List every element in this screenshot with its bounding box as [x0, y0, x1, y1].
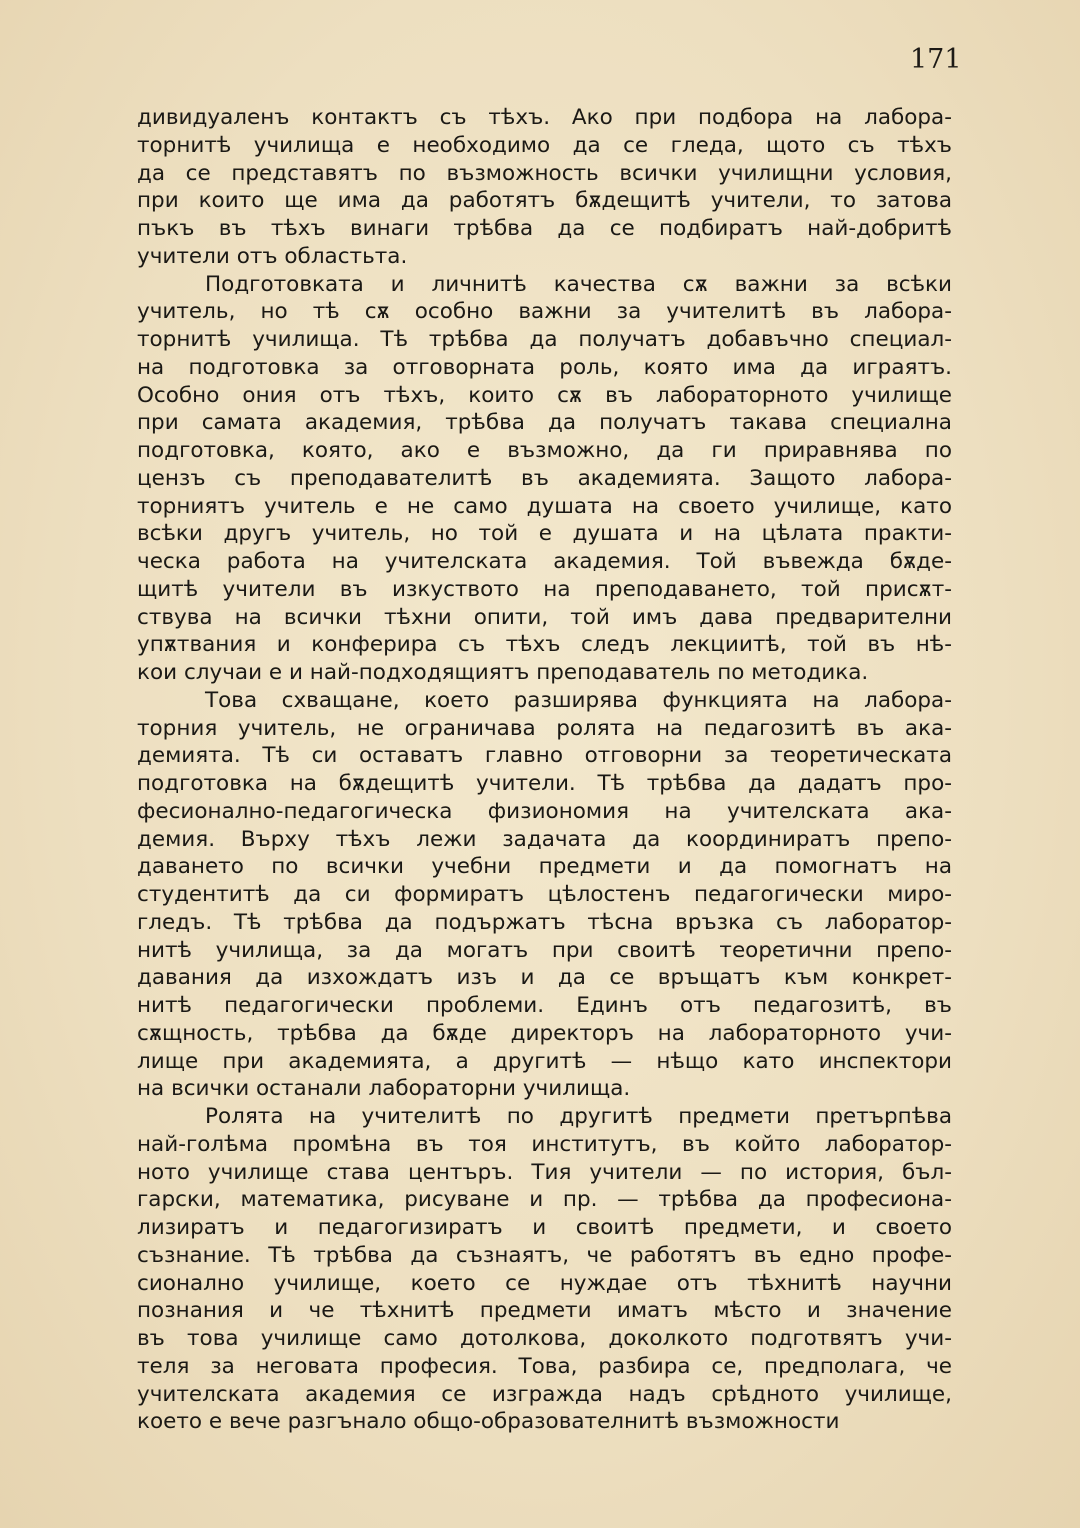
text-line: фесионално-педагогическа физиономия на учителската ака- [137, 798, 952, 824]
text-line: упѫтвания и конферира съ тѣхъ следъ лекциитѣ, той въ нѣ- [137, 632, 952, 658]
text-line: учителската академия се изгражда надъ срѣдното училище, [137, 1381, 952, 1407]
text-line: познания и че тѣхнитѣ предмети иматъ мѣсто и значение [137, 1298, 952, 1324]
text-line: ствува на всички тѣхни опити, той имъ дава предварителни [137, 604, 952, 630]
text-line: теля за неговата професия. Това, разбира се, предполага, че [137, 1353, 952, 1379]
text-line: сионално училище, което се нуждае отъ тѣхнитѣ научни [137, 1270, 952, 1296]
text-line: пъкъ въ тѣхъ винаги трѣбва да се подбиратъ най-добритѣ [137, 216, 952, 241]
text-line: при самата академия, трѣбва да получатъ такава специална [137, 410, 952, 436]
text-line: Особно ония отъ тѣхъ, които сѫ въ лабораторното училище [137, 382, 952, 408]
text-line: най-голѣма промѣна въ тоя институтъ, въ който лаборатор- [137, 1131, 952, 1157]
paragraph [137, 104, 952, 271]
text-line: студентитѣ да си формиратъ цѣлостенъ педагогически миро- [137, 882, 952, 907]
page-number: 171 [910, 44, 962, 75]
text-line: цензъ съ преподавателитѣ въ академията. Защото лабора- [137, 465, 952, 491]
text-line: да се представятъ по възможность всички училищни условия, [137, 160, 952, 186]
text-line: демията. Тѣ си оставатъ главно отговорни за теоретическата [137, 743, 952, 769]
text-line: ческа работа на учителската академия. Той въвежда бѫде- [137, 549, 952, 574]
text-line: съзнание. Тѣ трѣбва да съзнаятъ, че работятъ въ едно профе- [137, 1242, 952, 1268]
text-line: демия. Върху тѣхъ лежи задачата да координиратъ препо- [137, 826, 952, 852]
text-line: подготовка на бѫдещитѣ учители. Тѣ трѣбва да дадатъ про- [137, 771, 952, 796]
text-line: подготовка, която, ако е възможно, да ги приравнява по [137, 438, 952, 463]
text-line: нитѣ педагогически проблеми. Единъ отъ педагозитѣ, въ [137, 993, 952, 1018]
text-line: лизиратъ и педагогизиратъ и своитѣ предмети, и своето [137, 1215, 952, 1240]
text-line: щитѣ учители въ изкуството на преподаването, той присѫт- [137, 576, 952, 602]
text-line: при които ще има да работятъ бѫдещитѣ учители, то затова [137, 188, 952, 214]
text-line: което е вече разгънало общо-образователнитѣ възможности [137, 1409, 840, 1435]
text-line: сѫщность, трѣбва да бѫде директоръ на лабораторното учи- [137, 1020, 952, 1046]
text-line: на всички останали лабораторни училища. [137, 1076, 631, 1102]
text-line: даването по всички учебни предмети и да помогнатъ на [137, 854, 952, 880]
text-line: учитель, но тѣ сѫ особно важни за учителитѣ въ лабора- [137, 299, 952, 325]
text-line: въ това училище само дотолкова, доколкото подготвятъ учи- [137, 1326, 952, 1351]
paragraph [137, 687, 952, 1103]
text-line: Подготовката и личнитѣ качества сѫ важни за всѣки [205, 271, 952, 297]
text-line: дивидуаленъ контактъ съ тѣхъ. Ако при подбора на лабора- [137, 105, 952, 130]
text-line: нитѣ училища, за да могатъ при своитѣ теоретични препо- [137, 937, 952, 963]
text-line: ното училище става центъръ. Тия учители — по история, бъл- [137, 1159, 952, 1185]
paragraph [137, 271, 952, 687]
text-line: на подготовка за отговорната роль, която има да играятъ. [137, 354, 952, 380]
text-line: всѣки другъ учитель, но той е душата и на цѣлата практи- [137, 521, 952, 547]
text-line: гарски, математика, рисуване и пр. — трѣбва да професиона- [137, 1187, 952, 1213]
text-line: Ролята на учителитѣ по другитѣ предмети претърпѣва [205, 1104, 952, 1129]
text-line: торниятъ учитель е не само душата на своето училище, като [137, 493, 952, 519]
text-line: торнитѣ училища е необходимо да се гледа, щото съ тѣхъ [137, 132, 952, 158]
text-line: торнитѣ училища. Тѣ трѣбва да получатъ добавъчно специал- [137, 327, 952, 352]
text-line: кои случаи е и най-подходящиятъ преподаватель по методика. [137, 660, 869, 685]
text-line: лище при академията, а другитѣ — нѣщо като инспектори [137, 1048, 952, 1074]
text-line: Това схващане, което разширява функцията на лабора- [205, 687, 952, 713]
paragraph [137, 1103, 952, 1436]
page-text [137, 104, 952, 1436]
text-line: гледъ. Тѣ трѣбва да подържатъ тѣсна връзка съ лаборатор- [137, 909, 952, 935]
text-line: давания да изхождатъ изъ и да се връщатъ към конкрет- [137, 965, 952, 991]
text-line: учители отъ областьта. [137, 243, 408, 269]
text-line: торния учитель, не ограничава ролята на педагозитѣ въ ака- [137, 715, 952, 741]
